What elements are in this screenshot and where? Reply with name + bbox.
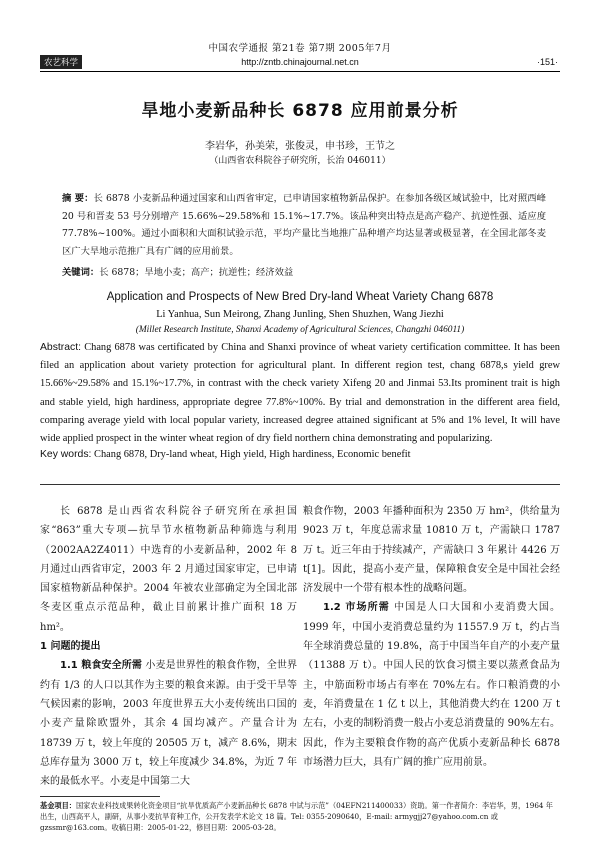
affiliation-cn: （山西省农科院谷子研究所，长治 046011）	[209, 156, 391, 166]
journal-url[interactable]: http://zntb.chinajournal.net.cn	[241, 57, 359, 67]
journal-info: 中国农学通报 第21卷 第7期 2005年7月	[208, 43, 392, 54]
section-tag: 农艺科学	[40, 55, 82, 69]
abstract-cn-text: 长 6878 小麦新品种通过国家和山西省审定，已申请国家植物新品保护。在参加各级区域试验中，比对照西峰 20 号和晋麦 53 号分别增产 15.66%~29.58%和 15.1%~17.7%。该品种突出特点是高产稳产、抗逆性强、适应度 77.78%~100%。通过小面积和大面积试验示范，平均产量比当地推广品种增产均达显著或极显著，在全国北部冬麦区广大旱地示范推广具有广阔的应用前景。	[62, 193, 546, 257]
footnote-label: 基金项目：	[40, 801, 76, 810]
subsection-1-2	[303, 598, 560, 772]
section-heading-1: 1 问题的提出	[40, 641, 101, 653]
abstract-en	[40, 339, 560, 448]
abstract-cn-label: 摘 要：	[62, 193, 94, 204]
abstract-divider	[40, 484, 560, 485]
continued-paragraph: 粮食作物，2003 年播种面积为 2350 万 hm²，供给量为 9023 万 t，年度总需求量 10810 万 t，产需缺口 1787 万 t。近三年由于持续减产，产需缺口 3 年累计 4426 万 t[1]。因此，提高小麦产量，保障粮食安全是中国社会经济发展中一个带有根本性的战略问题。	[303, 506, 560, 595]
english-authors: Li Yanhua, Sun Meirong, Zhang Junling, Shen Shuzhen, Wang Jiezhi	[156, 309, 444, 320]
subsection-1-2-heading: 1.2 市场所需	[323, 602, 390, 614]
subsection-1-2-text: 中国是人口大国和小麦消费大国。1999 年，中国小麦消费总量约为 11557.9 万 t，约占当年全球消费总量的 19.8%，高于中国当年自产的小麦产量（11388 万 t）。中国人民的饮食习惯主要以蒸煮食品为主，中筋面粉市场占有率在 70%左右。作口粮消费的小麦，年消费量在 1 亿 t 以上，其他消费大约在 1200 万 t 左右，小麦的制粉消费一般占小麦总消费量的 90%左右。因此，作为主要粮食作物的高产优质小麦新品种长 6878 市场潜力巨大，具有广阔的推广应用前景。	[303, 602, 560, 768]
footnote-text: 国家农业科技成果转化资金项目“抗旱优质高产小麦新品种长 6878 中试与示范”（04EFN211400033）资助。第一作者简介：李岩华，男，1964 年出生，山西高平人，副研，从事小麦抗旱育种工作，公开发表学术论文 18 篇。Tel: 0355-2090640，E-mail: armygjj27@yahoo.com.cn 或 gzssmr@163.com。收稿日期：2005-01-22，修回日期：2005-03-28。	[40, 801, 553, 833]
page-number: ·151·	[536, 57, 558, 67]
intro-paragraph: 长 6878 是山西省农科院谷子研究所在承担国家“863”重大专项—抗旱节水植物新品种筛选与利用（2002AA2Z4011）中选育的小麦新品种，2002 年 8 月通过山西省审定，2003 年 2 月通过国家审定，已申请国家植物新品种保护。2004 年被农业部确定为全国北部冬麦区重点示范品种，截止目前累计推广面积 18 万 hm²。	[40, 506, 297, 633]
authors-cn: 李岩华，孙美荣，张俊灵，申书珍，王节之	[205, 141, 395, 152]
page-title: 旱地小麦新品种长 6878 应用前景分析	[141, 101, 459, 121]
english-affiliation: (Millet Research Institute, Shanxi Academy of Agricultural Sciences, Changzhi 046011)	[135, 325, 465, 335]
subsection-1-1	[40, 656, 297, 791]
body-right-column	[303, 502, 560, 772]
keywords-cn	[62, 264, 546, 278]
keywords-cn-text: 长 6878；旱地小麦；高产；抗逆性；经济效益	[99, 267, 294, 278]
abstract-en-label: Abstract:	[40, 342, 81, 353]
subsection-1-1-text: 小麦是世界性的粮食作物，全世界约有 1/3 的人口以其作为主要的粮食来源。由于受干旱等气候因素的影响，2003 年度世界五大小麦传统出口国的小麦产量除欧盟外，其余 4 国均减产。产量合计为 18739 万 t，较上年度的 20505 万 t，减产 8.6%，期末总库存量为 3000 万 t，较上年度减少 34.8%，为近 7 年来的最低水平。小麦是中国第二大	[40, 660, 298, 788]
keywords-en-text: Chang 6878, Dry-land wheat, High yield, High hardiness, Economic benefit	[94, 449, 411, 460]
footnote-rule	[40, 796, 160, 797]
body-left-column	[40, 502, 297, 791]
abstract-en-text: Chang 6878 was certificated by China and Shanxi province of wheat variety certification committee. It has been filed an application about variety protection for agricultural plant. In different region test, chang 6878,s yield grew 15.66%~29.58% and 15.1%~17.7%, in contrast with the check variety Xifeng 20 and Jinmai 53.Its prominent trait is high and stable yield, high hardiness, appropriate degree 77.8%~100%. By trial and demonstration in the different area field, comparing average yield with local popular variety, increased degree attained significant at 5% and 1% level, It will have wide applied prospect in the winter wheat region of dry field northern china demonstrating and popularizing.	[40, 342, 560, 445]
subsection-1-1-heading: 1.1 粮食安全所需	[60, 660, 143, 672]
english-title: Application and Prospects of New Bred Dry-land Wheat Variety Chang 6878	[106, 291, 494, 303]
abstract-cn	[62, 190, 546, 260]
footnote	[40, 800, 560, 834]
keywords-cn-label: 关键词：	[62, 267, 100, 278]
keywords-en-label: Key words:	[40, 449, 92, 460]
header-rule	[40, 71, 560, 72]
keywords-en	[40, 449, 560, 460]
